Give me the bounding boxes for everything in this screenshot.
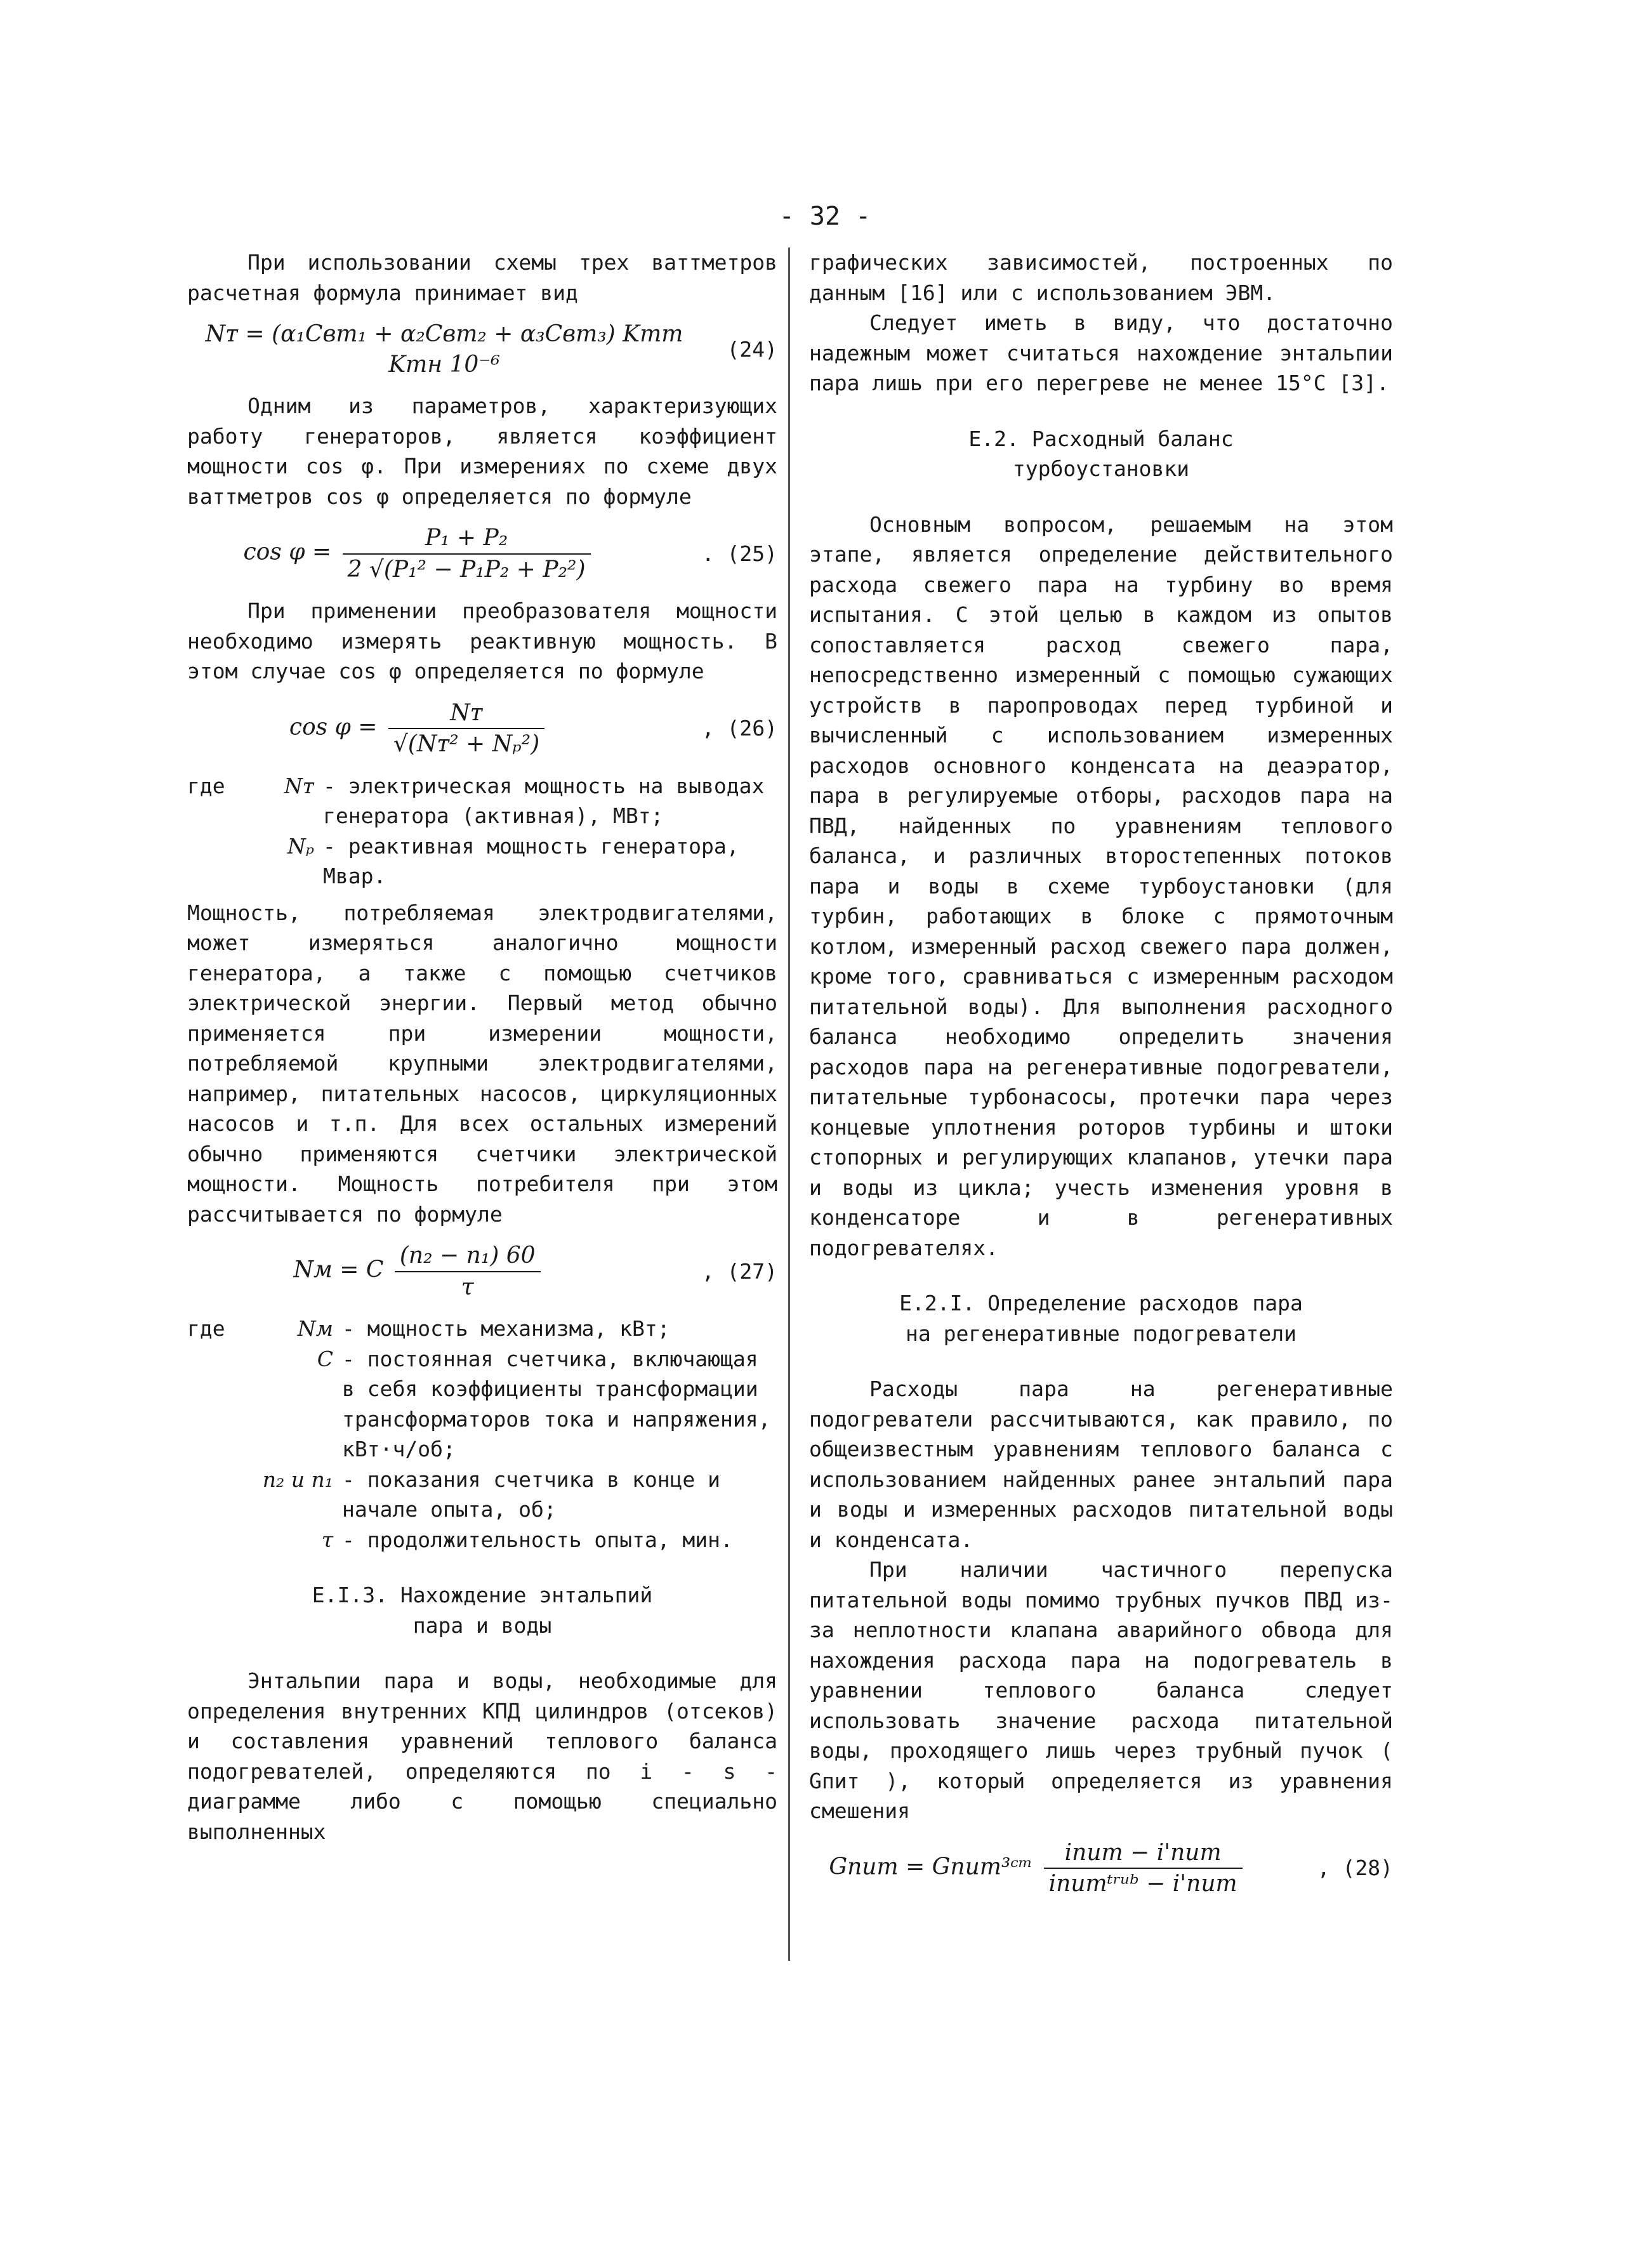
fraction xyxy=(1044,1838,1243,1899)
denominator: √(Nᴛ² + Nₚ²) xyxy=(393,731,540,757)
definition-list xyxy=(187,1314,777,1555)
heading-line: турбоустановки xyxy=(1012,456,1190,481)
column-divider xyxy=(788,247,790,1961)
fraction xyxy=(388,698,544,760)
formula-expression xyxy=(187,1241,650,1302)
formula-number: , (26) xyxy=(701,716,777,741)
definition-item xyxy=(187,831,777,892)
formula-number: (24) xyxy=(727,336,777,362)
definition-text: - постоянная счетчика, включающая в себя коэффициенты трансформации трансформаторов тока и напряжения, кВт·ч/об; xyxy=(342,1346,771,1461)
paragraph: Энтальпии пара и воды, необходимые для определения внутренних КПД цилиндров (отсеков) и составления уравнений теплового баланса подогревателей, определяются по i - s - диаграмме либо с помощью специально выполненных xyxy=(187,1668,777,1844)
paragraph: Следует иметь в виду, что достаточно надежным может считаться нахождение энтальпии пара лишь при его перегреве не менее 15°С [3]. xyxy=(809,310,1393,395)
heading-line: пара и воды xyxy=(412,1612,552,1638)
definition-text: - продолжительность опыта, мин. xyxy=(342,1527,733,1552)
fraction xyxy=(395,1241,541,1302)
formula-25 xyxy=(187,523,777,584)
formula-28 xyxy=(809,1838,1393,1899)
paragraph: графических зависимостей, построенных по данным [16] или с использованием ЭВМ. xyxy=(809,250,1393,305)
formula-expression xyxy=(809,1838,1266,1899)
definition-item xyxy=(187,1344,777,1465)
where-label: где xyxy=(187,1316,225,1341)
formula-number: . (25) xyxy=(701,541,777,566)
formula-expression xyxy=(187,523,650,584)
definition-symbol: Nм xyxy=(297,1316,333,1341)
definition-text: - электрическая мощность на выводах генератора (активная), МВт; xyxy=(323,773,765,828)
definition-item xyxy=(187,1525,777,1555)
paragraph: При применении преобразователя мощности необходимо измерять реактивную мощность. В этом случае cos φ определяется по формуле xyxy=(187,598,777,683)
numerator: (n₂ − n₁) 60 xyxy=(395,1241,541,1272)
paragraph: Одним из параметров, характеризующих работу генераторов, является коэффициент мощности cos φ. При измерениях по схеме двух ваттметров cos φ определяется по формуле xyxy=(187,393,777,509)
heading-line: на регенеративные подогреватели xyxy=(906,1321,1296,1346)
paragraph: Мощность, потребляемая электродвигателями, может измеряться аналогично мощности генератора, а также с помощью счетчиков электрической энергии. Первый метод обычно применяется при измерении мощности, потребляемой крупными электродвигателями, например, питательных насосов, циркуляционных насосов и т.п. Для всех остальных измерений обычно применяются счетчики электрической мощности. Мощность потребителя при этом рассчитывается по формуле xyxy=(187,900,777,1227)
formula-number: , (28) xyxy=(1317,1856,1393,1881)
paragraph: При использовании схемы трех ваттметров расчетная формула принимает вид xyxy=(187,250,777,305)
formula-lhs: Nм = C xyxy=(293,1256,384,1283)
formula-expression xyxy=(187,698,650,760)
numerator: P₁ + P₂ xyxy=(343,523,591,555)
definition-symbol: C xyxy=(317,1346,333,1371)
heading-line: Е.I.3. Нахождение энтальпий xyxy=(312,1583,653,1607)
formula-lhs: Gпит = Gпит³ᶜᵐ xyxy=(829,1854,1033,1880)
definition-item xyxy=(187,1465,777,1525)
where-label: где xyxy=(187,773,225,798)
section-heading-e2 xyxy=(809,424,1393,484)
paragraph: Основным вопросом, решаемым на этом этапе, является определение действительного расхода свежего пара на турбину во время испытания. С этой целью в каждом из опытов сопоставляется расход свежего пара, непосредственно измеренный с помощью сужающих устройств в паропроводах перед турбиной и вычисленный с использованием измеренных расходов основного конденсата на деаэратор, пара в регулируемые отборы, расходов пара на ПВД, найденных по уравнениям теплового баланса, и различных второстепенных потоков пара и воды в схеме турбоустановки (для турбин, работающих в блоке с прямоточным котлом, измеренный расход свежего пара должен, кроме того, сравниваться с измеренным расходом питательной воды). Для выполнения расходного баланса необходимо определить значения расходов пара на регенеративные подогреватели, питательные турбонасосы, протечки пара через концевые уплотнения роторов турбины и штоки стопорных и регулирующих клапанов, утечки пара и воды из цикла; учесть изменения уровня в конденсаторе и в регенеративных подогревателях. xyxy=(809,511,1393,1260)
formula-24 xyxy=(187,319,777,379)
page-number: - 32 - xyxy=(779,202,871,231)
formula-lhs: cos φ = xyxy=(243,539,332,565)
paragraph: Расходы пара на регенеративные подогреватели рассчитываются, как правило, по общеизвестным уравнениям теплового баланса с использованием найденных ранее энтальпий пара и воды и измеренных расходов питательной воды и конденсата. xyxy=(809,1376,1393,1552)
right-column xyxy=(809,247,1393,1911)
formula-lhs: cos φ = xyxy=(289,714,378,740)
section-heading-e13 xyxy=(187,1580,777,1640)
fraction xyxy=(343,523,591,584)
heading-line: Е.2. Расходный баланс xyxy=(968,426,1234,451)
definition-symbol: τ xyxy=(321,1527,333,1552)
formula-26 xyxy=(187,698,777,760)
numerator: Nᴛ xyxy=(388,698,544,730)
definition-symbol: Nᴛ xyxy=(284,773,314,798)
formula-number: , (27) xyxy=(701,1258,777,1284)
denominator: 2 √(P₁² − P₁P₂ + P₂²) xyxy=(347,556,586,583)
denominator: iпитᵗʳᵘᵇ − i'пит xyxy=(1048,1871,1237,1897)
numerator: iпит − i'пит xyxy=(1044,1838,1243,1869)
definition-symbol: Nₚ xyxy=(287,833,314,859)
definition-symbol: n₂ и n₁ xyxy=(262,1467,333,1492)
definition-list xyxy=(187,771,777,892)
section-heading-e21 xyxy=(809,1288,1393,1348)
denominator: τ xyxy=(461,1274,474,1300)
definition-text: - реактивная мощность генератора, Мвар. xyxy=(323,833,739,888)
definition-item xyxy=(187,771,777,831)
heading-line: Е.2.I. Определение расходов пара xyxy=(899,1291,1303,1315)
formula-27 xyxy=(187,1241,777,1302)
paragraph: При наличии частичного перепуска питательной воды помимо трубных пучков ПВД из-за неплотности клапана аварийного обвода для нахождения расхода пара на подогреватель в уравнении теплового баланса следует использовать значение расхода питательной воды, проходящего лишь через трубный пучок ( Gпит ), который определяется из уравнения смешения xyxy=(809,1557,1393,1823)
definition-item xyxy=(187,1314,777,1344)
formula-expression: Nᴛ = (α₁Cвт₁ + α₂Cвт₂ + α₃Cвт₃) Kтт Kтн 10⁻⁶ xyxy=(205,321,683,378)
definition-text: - показания счетчика в конце и начале опыта, об; xyxy=(342,1467,721,1522)
definition-text: - мощность механизма, кВт; xyxy=(342,1316,670,1341)
left-column xyxy=(187,247,777,1847)
